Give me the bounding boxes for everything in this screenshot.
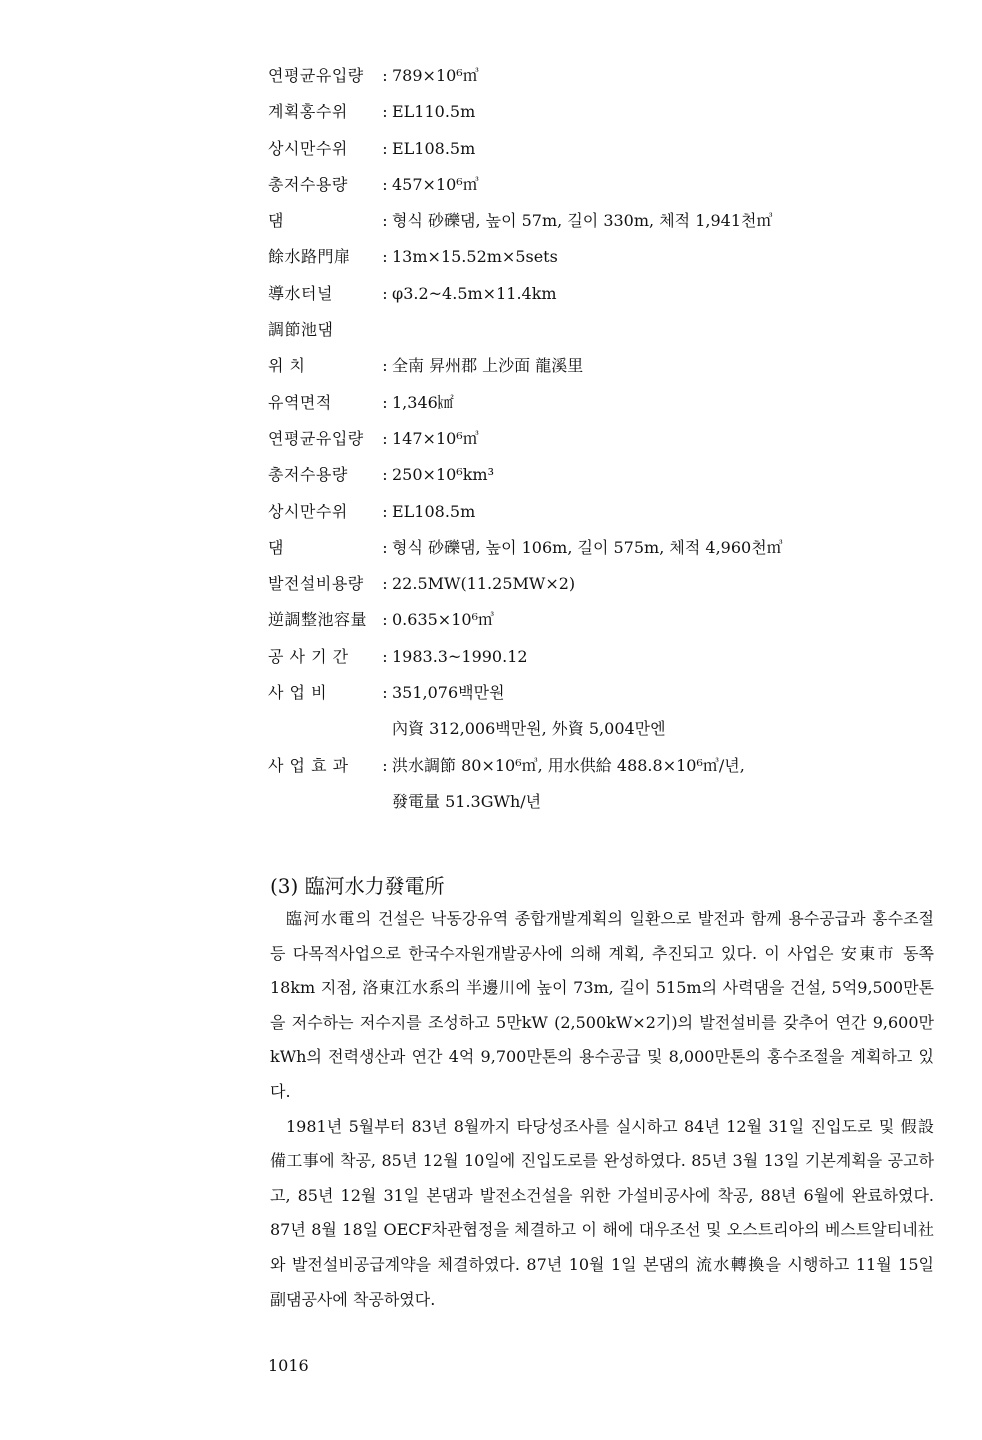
spec-label: 餘水路門扉: [268, 247, 351, 267]
spec-colon: :: [382, 501, 388, 521]
spec-value: 內資 312,006백만원, 外資 5,004만엔: [392, 719, 666, 739]
spec-label: 상시만수위: [268, 501, 348, 521]
spec-label: 導水터널: [268, 283, 333, 303]
spec-row: [268, 427, 928, 463]
spec-colon: :: [382, 211, 388, 231]
spec-value: 250×10⁶km³: [392, 465, 494, 485]
spec-value: 發電量 51.3GWh/년: [392, 791, 542, 811]
spec-value: 22.5MW(11.25MW×2): [392, 574, 576, 594]
spec-colon: :: [382, 283, 388, 303]
spec-row: [268, 572, 928, 608]
spec-label: 사 업 비: [268, 683, 328, 703]
spec-label: 유역면적: [268, 392, 332, 412]
spec-label: 댐: [268, 211, 284, 231]
spec-colon: :: [382, 537, 388, 557]
spec-row: [268, 64, 928, 100]
spec-colon: :: [382, 247, 388, 267]
spec-label: 調節池댐: [268, 320, 334, 340]
spec-value: 351,076백만원: [392, 683, 505, 703]
page-number: 1016: [268, 1356, 309, 1375]
spec-colon: :: [382, 138, 388, 158]
spec-row: [268, 500, 928, 536]
spec-label: 위 치: [268, 356, 306, 376]
spec-row: [268, 790, 928, 826]
spec-colon: :: [382, 465, 388, 485]
spec-value: 1,346㎢: [392, 392, 454, 412]
spec-label: 댐: [268, 537, 284, 557]
spec-value: 洪水調節 80×10⁶㎥, 用水供給 488.8×10⁶㎥/년,: [392, 755, 745, 775]
spec-label: 사 업 효 과: [268, 755, 349, 775]
spec-label: 공 사 기 간: [268, 646, 349, 666]
section-title: (3) 臨河水力發電所: [270, 874, 445, 898]
spec-colon: :: [382, 174, 388, 194]
spec-label: 총저수용량: [268, 174, 348, 194]
spec-colon: :: [382, 392, 388, 412]
spec-row: [268, 137, 928, 173]
spec-table: [268, 64, 928, 826]
spec-row: [268, 681, 928, 717]
spec-colon: :: [382, 66, 388, 85]
spec-row: [268, 245, 928, 281]
spec-label: 상시만수위: [268, 138, 348, 158]
spec-value: 형식 砂礫댐, 높이 106m, 길이 575m, 체적 4,960천㎥: [392, 537, 783, 557]
spec-label: 연평균유입량: [268, 66, 364, 85]
spec-row: [268, 754, 928, 790]
spec-value: 0.635×10⁶㎥: [392, 610, 494, 630]
spec-colon: :: [382, 574, 388, 594]
spec-value: 형식 砂礫댐, 높이 57m, 길이 330m, 체적 1,941천㎥: [392, 211, 773, 231]
spec-colon: :: [382, 102, 388, 122]
spec-value: EL108.5m: [392, 501, 476, 521]
spec-colon: :: [382, 646, 388, 666]
spec-value: 457×10⁶㎥: [392, 174, 479, 194]
spec-row: [268, 536, 928, 572]
spec-row: [268, 100, 928, 136]
spec-colon: :: [382, 428, 388, 448]
spec-row: [268, 282, 928, 318]
spec-value: 789×10⁶㎥: [392, 66, 479, 85]
spec-row: [268, 391, 928, 427]
paragraph-2: 1981년 5월부터 83년 8월까지 타당성조사를 실시하고 84년 12월 31일 진입도로 및 假設備工事에 착공, 85년 12월 10일에 진입도로를 완성하였다. 85년 3월 13일 기본계획을 공고하고, 85년 12월 31일 본댐과 발전소건설을 위한 가설비공사에 착공, 88년 6월에 완료하였다. 87년 8월 18일 OECF차관협정을 체결하고 이 해에 대우조선 및 오스트리아의 베스트알티네社와 발전설비공급계약을 체결하였다. 87년 10월 1일 본댐의 流水轉換을 시행하고 11월 15일 副댐공사에 착공하였다.: [270, 1116, 934, 1309]
spec-label: 逆調整池容量: [268, 610, 368, 630]
spec-colon: :: [382, 683, 388, 703]
spec-value: EL110.5m: [392, 102, 476, 122]
spec-row: [268, 318, 928, 354]
spec-colon: :: [382, 610, 388, 630]
spec-label: 발전설비용량: [268, 574, 364, 594]
spec-value: 全南 昇州郡 上沙面 龍溪里: [392, 356, 584, 376]
spec-row: [268, 173, 928, 209]
spec-row: [268, 463, 928, 499]
spec-label: 계획홍수위: [268, 102, 348, 122]
spec-label: 총저수용량: [268, 465, 348, 485]
spec-row: [268, 608, 928, 644]
spec-row: [268, 354, 928, 390]
section-body: [270, 902, 934, 1317]
spec-value: EL108.5m: [392, 138, 476, 158]
spec-value: 13m×15.52m×5sets: [392, 247, 558, 267]
spec-colon: :: [382, 356, 388, 376]
spec-label: 연평균유입량: [268, 428, 364, 448]
spec-value: φ3.2~4.5m×11.4km: [392, 283, 557, 303]
spec-value: 1983.3~1990.12: [392, 646, 528, 666]
spec-row: [268, 645, 928, 681]
spec-row: [268, 209, 928, 245]
spec-row: [268, 717, 928, 753]
paragraph-1: 臨河水電의 건설은 낙동강유역 종합개발계획의 일환으로 발전과 함께 용수공급과 홍수조절 등 다목적사업으로 한국수자원개발공사에 의해 계획, 추진되고 있다. 이 사업은 安東市 동쪽 18km 지점, 洛東江水系의 半邊川에 높이 73m, 길이 515m의 사력댐을 건설, 5억9,500만톤을 저수하는 저수지를 조성하고 5만kW (2,500kW×2기)의 발전설비를 갖추어 연간 9,600만kWh의 전력생산과 연간 4억 9,700만톤의 용수공급 및 8,000만톤의 홍수조절을 계획하고 있다.: [270, 909, 934, 1101]
spec-value: 147×10⁶㎥: [392, 428, 479, 448]
spec-colon: :: [382, 755, 388, 775]
